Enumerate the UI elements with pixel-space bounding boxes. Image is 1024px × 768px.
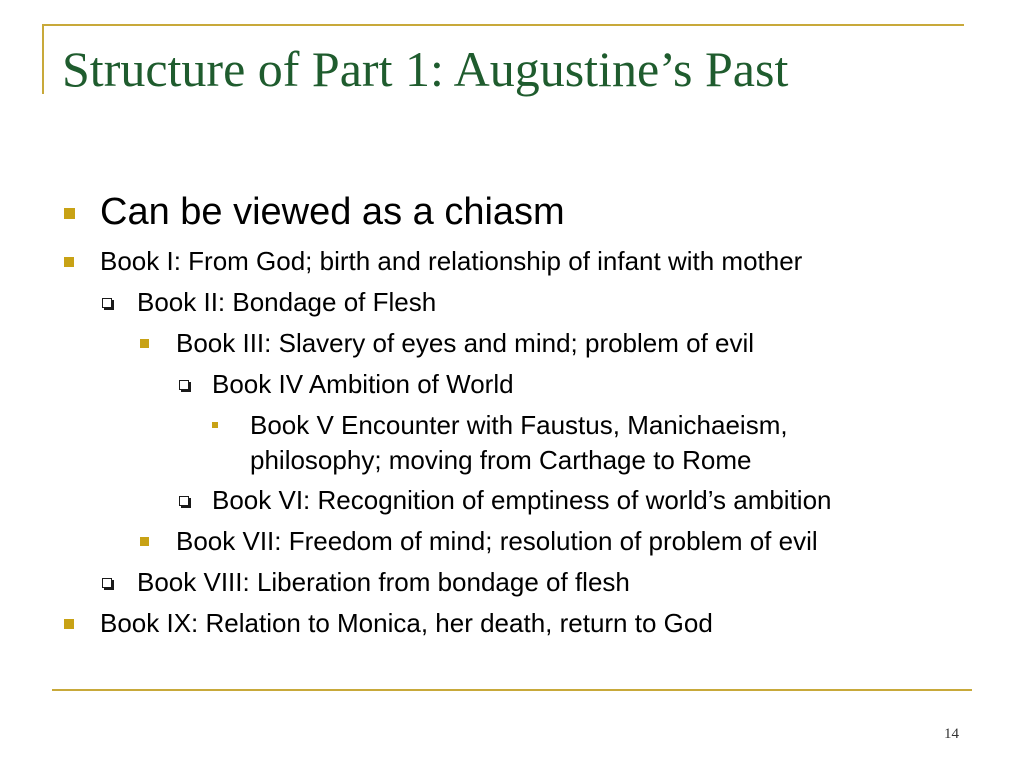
square-bullet-icon	[64, 619, 74, 629]
bullet-item: Can be viewed as a chiasm	[100, 190, 565, 234]
square-bullet-icon	[140, 339, 149, 348]
bullet-item-continuation: philosophy; moving from Carthage to Rome	[250, 445, 752, 475]
small-square-bullet-icon	[212, 422, 218, 428]
title-frame-left-rule	[42, 24, 44, 94]
square-bullet-icon	[64, 257, 74, 267]
bullet-item: Book IX: Relation to Monica, her death, return to God	[100, 606, 713, 640]
title-frame-top-rule	[42, 24, 964, 26]
square-bullet-icon	[64, 208, 75, 219]
hollow-square-bullet-icon	[102, 298, 112, 308]
bullet-item: Book III: Slavery of eyes and mind; problem of evil	[176, 326, 754, 360]
bullet-item: Book VIII: Liberation from bondage of flesh	[137, 565, 630, 599]
square-bullet-icon	[140, 537, 149, 546]
slide-title: Structure of Part 1: Augustine’s Past	[62, 41, 789, 97]
page-number: 14	[944, 726, 959, 742]
hollow-square-bullet-icon	[179, 496, 189, 506]
bullet-item: Book VI: Recognition of emptiness of world’s ambition	[212, 483, 832, 517]
hollow-square-bullet-icon	[102, 578, 112, 588]
bullet-item: Book VII: Freedom of mind; resolution of problem of evil	[176, 524, 818, 558]
bullet-item: Book I: From God; birth and relationship of infant with mother	[100, 244, 802, 278]
bullet-item: Book IV Ambition of World	[212, 367, 514, 401]
bullet-item: Book V Encounter with Faustus, Manichaeism,	[250, 408, 788, 442]
bullet-item: Book II: Bondage of Flesh	[137, 285, 436, 319]
footer-rule	[52, 689, 972, 691]
hollow-square-bullet-icon	[179, 380, 189, 390]
